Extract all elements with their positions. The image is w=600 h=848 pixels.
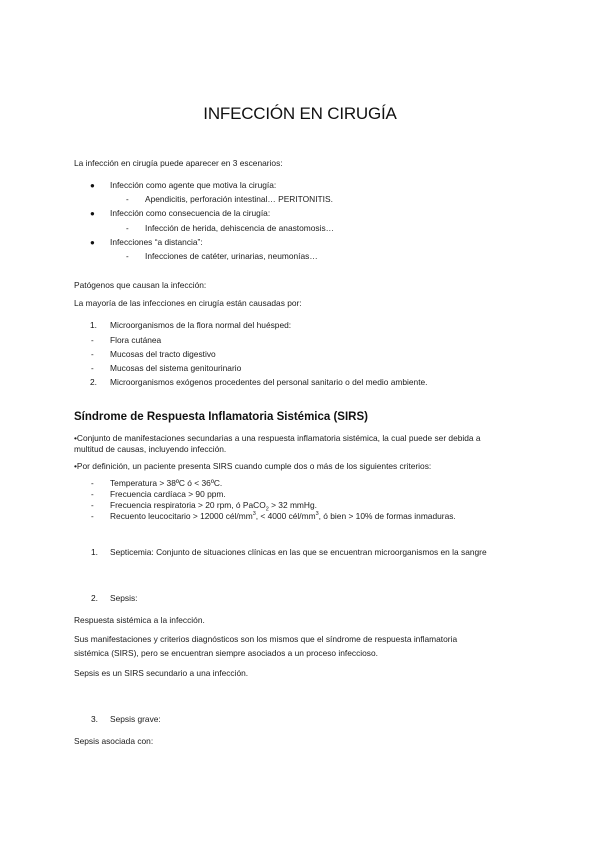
list-number: 1.: [91, 547, 98, 557]
list-number: 2.: [91, 593, 98, 603]
sepsis-text: Sus manifestaciones y criterios diagnósticos son los mismos que el síndrome de respuesta inflamatoria: [74, 634, 458, 644]
scenario-subitem: Apendicitis, perforación intestinal… PERITONITIS.: [145, 194, 333, 204]
sirs-criteria-intro: •Por definición, un paciente presenta SIRS cuando cumple dos o más de los siguientes criterios:: [74, 461, 432, 471]
dash: -: [91, 501, 94, 510]
sepsis-label: Sepsis:: [110, 593, 138, 603]
scenario-subitem: Infecciones de catéter, urinarias, neumonías…: [145, 251, 318, 261]
list-number: 1.: [90, 320, 97, 330]
dash: -: [126, 224, 129, 233]
dash: -: [91, 512, 94, 521]
pathogens-intro: La mayoría de las infecciones en cirugía están causadas por:: [74, 298, 302, 308]
pathogen-subitem: Mucosas del tracto digestivo: [110, 349, 216, 359]
dash: -: [91, 350, 94, 359]
sepsis-grave-text: Sepsis asociada con:: [74, 736, 154, 746]
sepsis-grave-label: Sepsis grave:: [110, 714, 161, 724]
pathogen-item: Microorganismos de la flora normal del huésped:: [110, 320, 292, 330]
sepsis-text: sistémica (SIRS), pero se encuentran siempre asociados a un proceso infeccioso.: [74, 648, 378, 658]
bullet: ●: [90, 181, 95, 190]
sirs-criterion: Temperatura > 38ºC ó < 36ºC.: [110, 478, 223, 488]
dash: -: [91, 490, 94, 499]
sirs-criterion: Recuento leucocitario > 12000 cél/$mm^3$, < 4000 cél/$mm^3$, ó bien > 10% de formas inmaduras.: [110, 511, 456, 521]
pathogen-subitem: Flora cutánea: [110, 335, 162, 345]
intro-text: La infección en cirugía puede aparecer en 3 escenarios:: [74, 158, 283, 168]
dash: -: [126, 195, 129, 204]
list-number: 3.: [91, 714, 98, 724]
septicemia-text: Septicemia: Conjunto de situaciones clínicas en las que se encuentran microorganismos en la sangre: [110, 547, 487, 557]
page-title: INFECCIÓN EN CIRUGÍA: [203, 104, 397, 123]
scenario-item: Infecciones “a distancia”:: [110, 237, 203, 247]
scenario-subitem: Infección de herida, dehiscencia de anastomosis…: [145, 223, 335, 233]
sirs-heading: Síndrome de Respuesta Inflamatoria Sistémica (SIRS): [74, 411, 368, 423]
pathogen-item: Microorganismos exógenos procedentes del personal sanitario o del medio ambiente.: [110, 377, 428, 387]
sirs-criterion: Frecuencia respiratoria > 20 rpm, ó PaCO$_2$ > 32 mmHg.: [110, 500, 317, 513]
list-number: 2.: [90, 377, 97, 387]
sirs-criterion: Frecuencia cardíaca > 90 ppm.: [110, 489, 226, 499]
dash: -: [91, 336, 94, 345]
sirs-definition: •Conjunto de manifestaciones secundarias a una respuesta inflamatoria sistémica, la cual puede ser debida a: [74, 433, 481, 443]
scenario-item: Infección como agente que motiva la cirugía:: [110, 180, 277, 190]
dash: -: [91, 479, 94, 488]
dash: -: [126, 252, 129, 261]
pathogens-title: Patógenos que causan la infección:: [74, 280, 207, 290]
sepsis-text: Sepsis es un SIRS secundario a una infección.: [74, 668, 249, 678]
sirs-definition: multitud de causas, incluyendo infección.: [74, 444, 227, 454]
sepsis-text: Respuesta sistémica a la infección.: [74, 615, 205, 625]
bullet: ●: [90, 238, 95, 247]
bullet: ●: [90, 209, 95, 218]
pathogen-subitem: Mucosas del sistema genitourinario: [110, 363, 242, 373]
scenario-item: Infección como consecuencia de la cirugía:: [110, 208, 271, 218]
dash: -: [91, 364, 94, 373]
